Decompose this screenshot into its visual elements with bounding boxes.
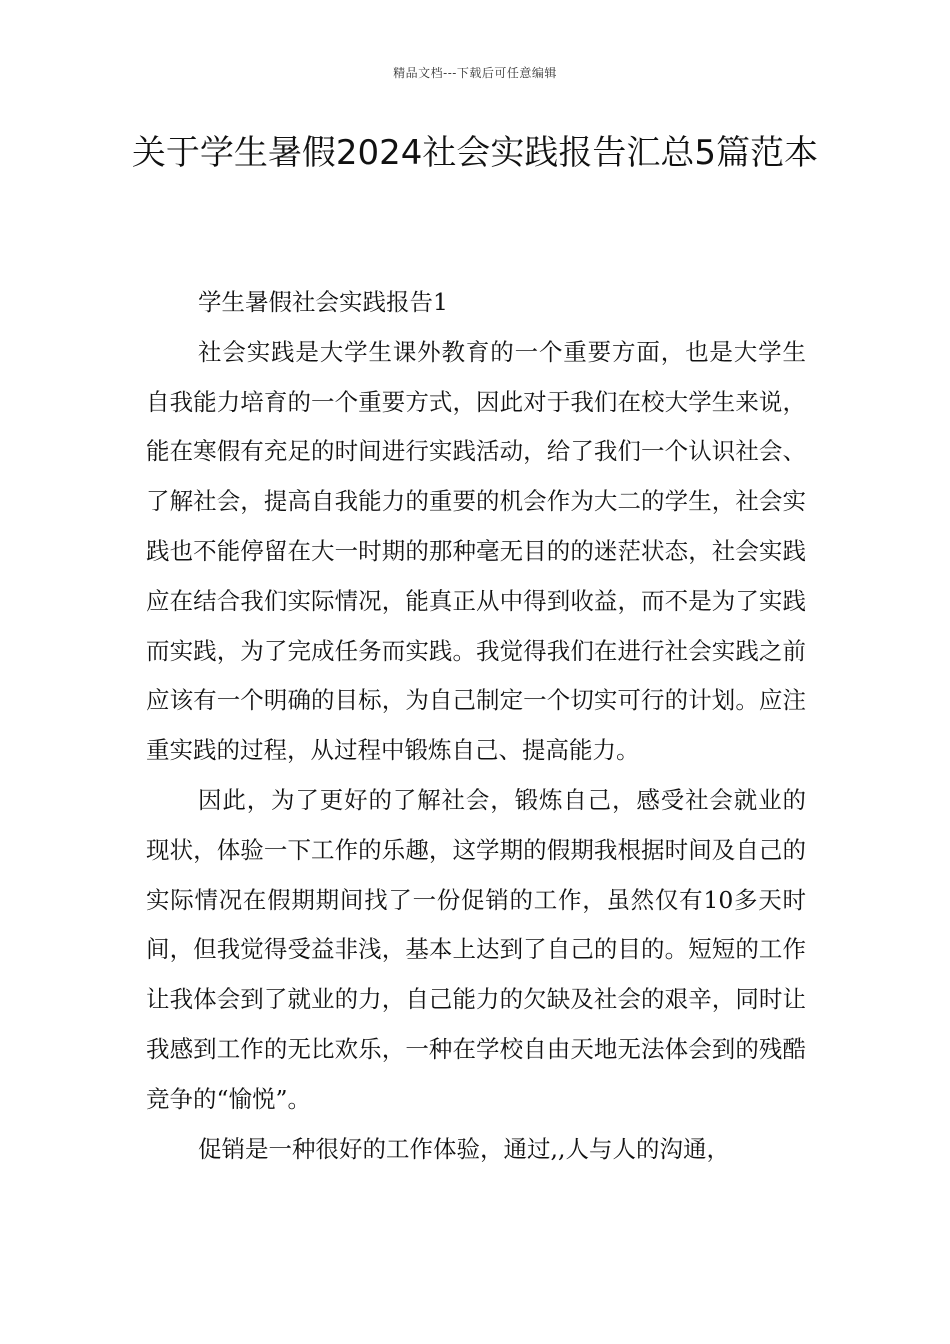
document-body — [146, 278, 806, 1174]
document-title: 关于学生暑假2024社会实践报告汇总5篇范本 — [131, 133, 819, 173]
section-heading: 学生暑假社会实践报告1 — [198, 288, 448, 316]
paragraph-1: 社会实践是大学生课外教育的一个重要方面，也是大学生自我能力培育的一个重要方式，因此对于我们在校大学生来说，能在寒假有充足的时间进行实践活动，给了我们一个认识社会、了解社会，提高自我能力的重要的机会作为大二的学生，社会实践也不能停留在大一时期的那种毫无目的的迷茫状态，社会实践应在结合我们实际情况，能真正从中得到收益，而不是为了实践而实践，为了完成任务而实践。我觉得我们在进行社会实践之前应该有一个明确的目标，为自己制定一个切实可行的计划。应注重实践的过程，从过程中锻炼自己、提高能力。 — [146, 337, 806, 765]
paragraph-2: 因此，为了更好的了解社会，锻炼自己，感受社会就业的现状，体验一下工作的乐趣，这学期的假期我根据时间及自己的实际情况在假期期间找了一份促销的工作，虽然仅有10多天时间，但我觉得受益非浅，基本上达到了自己的目的。短短的工作让我体会到了就业的力，自己能力的欠缺及社会的艰辛，同时让我感到工作的无比欢乐，一种在学校自由天地无法体会到的残酷竞争的“愉悦”。 — [146, 785, 806, 1113]
header-note: 精品文档---下载后可任意编辑 — [393, 66, 557, 80]
paragraph-3: 促销是一种很好的工作体验，通过,,人与人的沟通， — [198, 1134, 730, 1163]
